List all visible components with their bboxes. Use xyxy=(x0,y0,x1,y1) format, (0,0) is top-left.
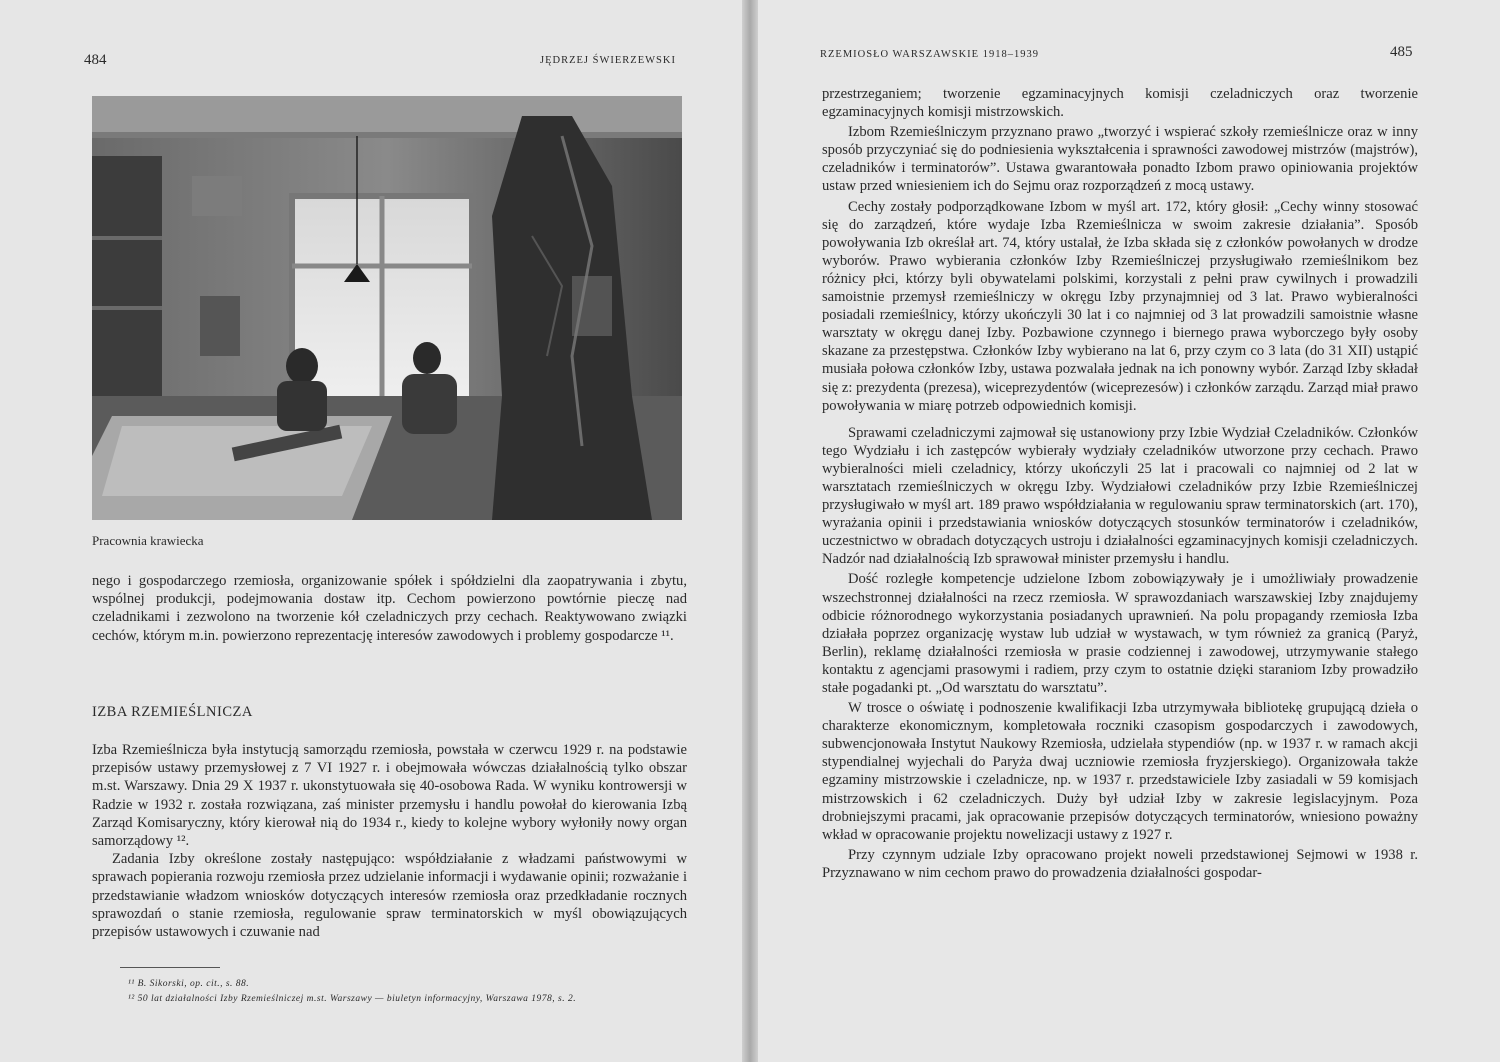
right-running-head: RZEMIOSŁO WARSZAWSKIE 1918–1939 xyxy=(820,49,1039,60)
left-page xyxy=(0,0,742,1062)
section-heading: IZBA RZEMIEŚLNICZA xyxy=(92,704,253,720)
left-paragraph-izba-1: Izba Rzemieślnicza była instytucją samorządu rzemiosła, powstała w czerwcu 1929 r. na podstawie przepisów ustawy przemysłowej z 7 VI 1927 r. i obejmowała wówczas działalnością tylko obszar m.st. Warszawy. Dnia 29 X 1937 r. ukonstytuowała się 40-osobowa Rada. W wyniku kontrowersji w Radzie w 1932 r. została rozwiązana, zaś minister przemysłu i handlu powołał do kierowania Izbą Zarząd Komisaryczny, który kierował nią do 1934 r., kiedy to kolejne wybory wyłoniły nowy organ samorządowy ¹². xyxy=(92,742,687,850)
left-body-text-2 xyxy=(92,741,687,941)
footnote-11: ¹¹ B. Sikorski, op. cit., s. 88. xyxy=(128,979,250,989)
photo-illustration xyxy=(92,96,682,520)
right-paragraph-1: przestrzeganiem; tworzenie egzaminacyjnych komisji czeladniczych oraz tworzenie egzaminacyjnych komisji mistrzowskich. xyxy=(822,86,1418,121)
left-page-number: 484 xyxy=(84,52,107,68)
photo-caption: Pracownia krawiecka xyxy=(92,533,204,548)
right-paragraph-5: Dość rozległe kompetencje udzielone Izbom zobowiązywały je i umożliwiały prowadzenie wszechstronnej działalności na rzecz rzemiosła. W sprawozdaniach warszawskiej Izby znajdujemy odbicie różnorodnego wykorzystania posiadanych uprawnień. Na polu propagandy rzemiosła Izba działała poprzez organizację wystaw lub udział w wystawach, w tym również za granicą (Paryż, Berlin), reklamę działalności rzemiosła w prasie codziennej i zawodowej, utrzymywanie stałego kontaktu z agencjami prasowymi i radiem, przy czym to ostatnie dzięki staraniom Izby prowadziło stałe pogadanki pt. „Od warsztatu do warsztatu”. xyxy=(822,571,1418,696)
right-page-number: 485 xyxy=(1390,44,1413,60)
book-gutter xyxy=(742,0,758,1062)
right-paragraph-2: Izbom Rzemieślniczym przyznano prawo „tworzyć i wspierać szkoły rzemieślnicze oraz w inny sposób przyczyniać się do podniesienia wykształcenia i sprawności zawodowej mistrzów (majstrów), czeladników i terminatorów”. Ustawa gwarantowała ponadto Izbom prawo opiniowania projektów ustaw przed wniesieniem ich do Sejmu oraz rozporządzeń z mocą ustawy. xyxy=(822,124,1418,195)
right-paragraph-7: Przy czynnym udziale Izby opracowano projekt noweli przedstawionej Sejmowi w 1938 r. Przyznawano w nim cechom prawo do prowadzenia działalności gospodar- xyxy=(822,846,1418,881)
right-paragraph-3: Cechy zostały podporządkowane Izbom w myśl art. 172, który głosił: „Cechy winny stosować się do zarządzeń, które wydaje Izba Rzemieślnicza w swoim zakresie działania”. Sposób powoływania Izb określał art. 74, który ustalał, że Izba składa się z członków powołanych w drodze wyborów. Prawo wybierania członków Izby Rzemieślniczej przysługiwało rzemieślnikom bez różnicy płci, którzy byli obywatelami polskimi, korzystali z pełni praw cywilnych i prowadzili samoistnie przemysł rzemieślniczy w okręgu Izby przynajmniej od 3 lat. Prawo wybieralności posiadali rzemieślnicy, którzy ukończyli 30 lat i co najmniej od 3 lat prowadzili samoistnie własne warsztaty w okręgu danej Izby. Pozbawione czynnego i biernego prawa wyborczego były osoby skazane za przestępstwa. Członków Izby wybierano na lat 6, przy czym co 3 lata (do 31 XII) ustąpić musiała połowa członków Izby, ustawa pozwalała jednak na ich ponowny wybór. Zarząd Izby składał się z: prezydenta (prezesa), wiceprezydentów (wiceprezesów) i członków zarządu. Zarząd miał prawo powoływania w miarę potrzeb odpowiednich komisji. xyxy=(822,198,1419,414)
footnote-rule xyxy=(120,967,220,968)
left-body-text-1 xyxy=(92,572,687,645)
tailor-workshop-photo xyxy=(92,96,682,520)
right-paragraph-4: Sprawami czeladniczymi zajmował się ustanowiony przy Izbie Wydział Czeladników. Członków tego Wydziału i ich zastępców wybierały wydziały czeladników utworzone przy cechach. Prawo wybieralności mieli czeladnicy, którzy ukończyli 25 lat i pracowali co najmniej od 2 lat w warsztatach rzemieślniczych w okręgu Izby. Wydziałowi czeladników przy Izbie Rzemieślniczej przysługiwało w myśl art. 189 prawo współdziałania w regulowaniu spraw terminatorskich (art. 170), wyrażania opinii i przedstawiania wniosków dotyczących stosunków terminatorów i czeladników, uczestnictwo w obradach dotyczących ustroju i działalności egzaminacyjnych komisji czeladniczych. Nadzór nad działalnością Izb sprawował minister przemysłu i handlu. xyxy=(822,424,1418,568)
left-paragraph-izba-2: Zadania Izby określone zostały następująco: współdziałanie z władzami państwowymi w sprawach popierania rozwoju rzemiosła przez udzielanie informacji i wydawanie opinii; rozważanie i przedstawianie władzom wniosków dotyczących interesów rzemiosła oraz przedkładanie rocznych sprawozdań o stanie rzemiosła, regulowanie spraw terminatorskich w myśl obowiązujących przepisów ustawowych i czuwanie nad xyxy=(92,851,687,941)
left-running-head: JĘDRZEJ ŚWIERZEWSKI xyxy=(540,55,676,66)
left-paragraph-continuation: nego i gospodarczego rzemiosła, organizowanie spółek i spółdzielni dla zaopatrywania i zbytu, wspólnej produkcji, podejmowania dostaw itp. Cechom powierzono powtórnie pieczę nad czeladnikami i zezwolono na tworzenie kół czeladniczych przy cechach. Reaktywowano związki cechów, którym m.in. powierzono reprezentację interesów zawodowych i problemy gospodarcze ¹¹. xyxy=(92,573,687,644)
footnote-12: ¹² 50 lat działalności Izby Rzemieślniczej m.st. Warszawy — biuletyn informacyjny, Warszawa 1978, s. 2. xyxy=(128,994,577,1004)
right-paragraph-6: W trosce o oświatę i podnoszenie kwalifikacji Izba utrzymywała bibliotekę grupującą dzieła o charakterze ekonomicznym, kompletowała roczniki czasopism gospodarczych i zawodowych, subwencjonowała Instytut Naukowy Rzemiosła, udzielała stypendiów (np. w 1937 r. w ramach akcji stypendialnej wyjechali do Paryża dwaj uczniowie rzemiosła fryzjerskiego). Organizowała także egzaminy mistrzowskie i czeladnicze, np. w 1937 r. przedstawiciele Izby zasiadali w 59 komisjach mistrzowskich i 62 czeladniczych. Duży był udział Izby w zakresie legislacyjnym. Poza drobniejszymi pracami, jak opracowanie przepisów dotyczących terminatorów, wniesiono poważny wkład w opracowanie projektu nowelizacji ustawy z 1927 r. xyxy=(822,700,1418,843)
right-body-text xyxy=(822,85,1418,882)
